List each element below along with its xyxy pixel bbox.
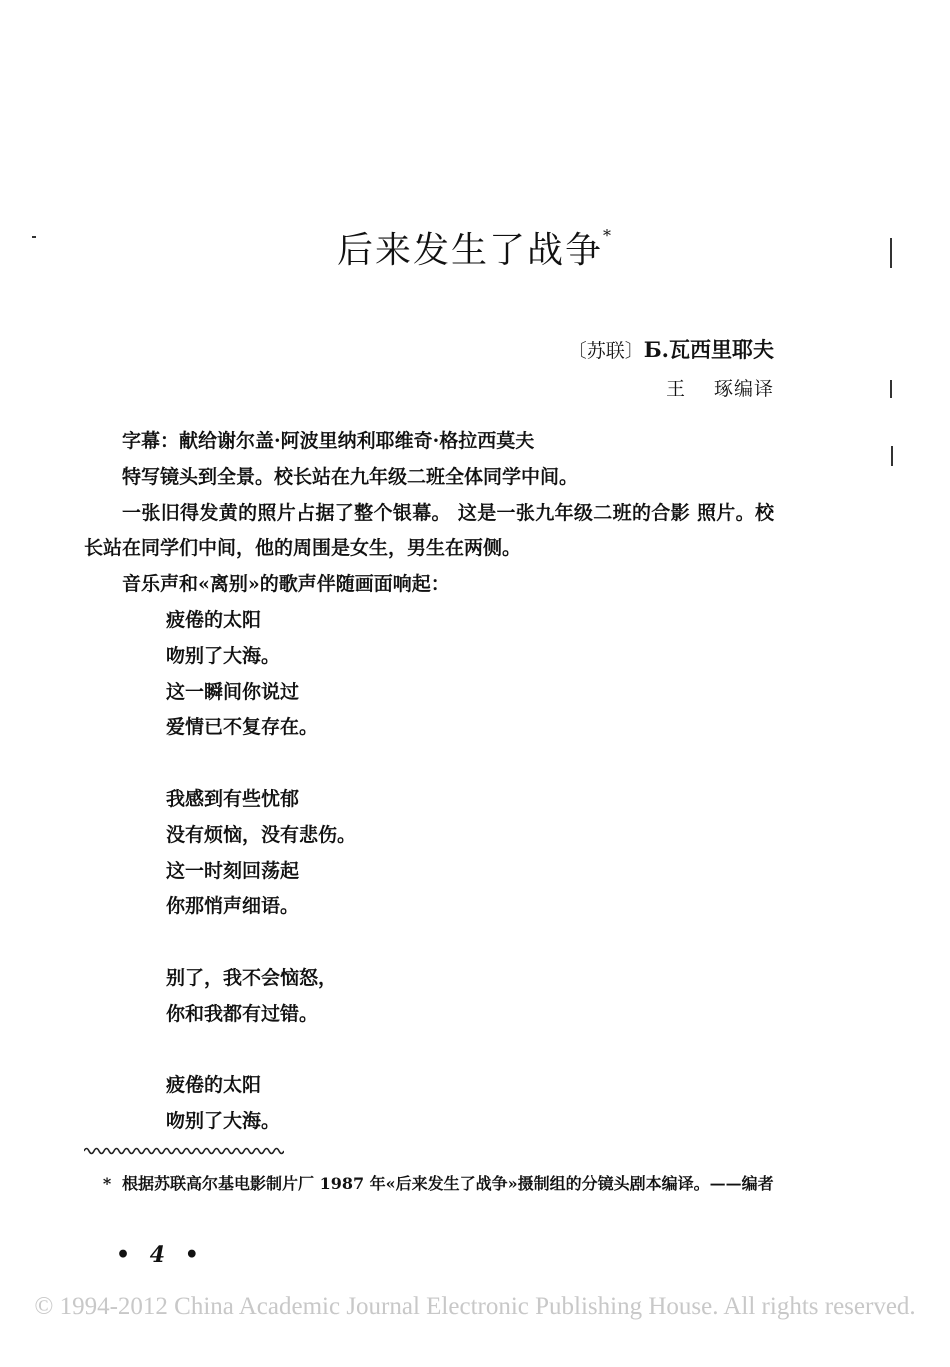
lyric-line: 疲倦的太阳: [166, 608, 262, 631]
footnote: [84, 1170, 774, 1198]
footnote-divider: [84, 1146, 284, 1156]
lyric-line: 我感到有些忧郁: [166, 787, 300, 810]
scan-mark: [890, 238, 892, 268]
scan-mark: [890, 380, 892, 398]
lyric-line: 爱情已不复存在。: [166, 716, 319, 739]
page-title: [0, 222, 950, 273]
lyric-line: 吻别了大海。: [166, 644, 281, 667]
paragraph-photo: 一张旧得发黄的照片占据了整个银幕。 这是一张九年级二班的合影 照片。校长站在同学们中间，他的周围是女生，男生在两侧。: [84, 501, 774, 560]
author-name: Б.瓦西里耶夫: [643, 337, 774, 362]
lyric-line: 这一瞬间你说过: [166, 680, 300, 703]
title-footnote-mark: *: [603, 226, 613, 245]
footnote-mark: *: [102, 1174, 112, 1193]
lyric-line: 别了，我不会恼怒，: [166, 966, 338, 989]
footnote-text: 根据苏联高尔基电影制片厂 1987 年«后来发生了战争»摄制组的分镜头剧本编译。——编者: [122, 1174, 774, 1193]
song-lyrics: [84, 603, 774, 1140]
translator-name-part1: 王: [665, 378, 686, 400]
translator-name-part2: 琢编译: [713, 378, 774, 400]
lyric-line: 没有烦恼，没有悲伤。: [166, 823, 357, 846]
lyric-line: 吻别了大海。: [166, 1110, 281, 1133]
paragraph-closeup: 特写镜头到全景。校长站在九年级二班全体同学中间。: [122, 465, 579, 488]
lyric-line: 疲倦的太阳: [166, 1074, 262, 1097]
scan-mark: [891, 446, 893, 466]
author-country: 〔苏联〕: [567, 340, 644, 362]
body-text: [84, 424, 774, 1140]
author-line: [568, 334, 774, 364]
paragraph-subtitle: 字幕：献给谢尔盖·阿波里纳利耶维奇·格拉西莫夫: [122, 430, 535, 452]
scan-mark: [32, 236, 36, 238]
translator-line: [666, 374, 774, 401]
lyric-line: 这一时刻回荡起: [166, 859, 300, 882]
page-number: • 4 •: [116, 1242, 205, 1268]
lyric-line: 你那悄声细语。: [166, 895, 300, 918]
title-text: 后来发生了战争: [336, 230, 603, 271]
copyright-watermark: © 1994-2012 China Academic Journal Electronic Publishing House. All rights reserved.: [34, 1293, 916, 1320]
paragraph-music: 音乐声和«离别»的歌声伴随画面响起：: [122, 573, 450, 596]
lyric-line: 你和我都有过错。: [166, 1002, 319, 1025]
